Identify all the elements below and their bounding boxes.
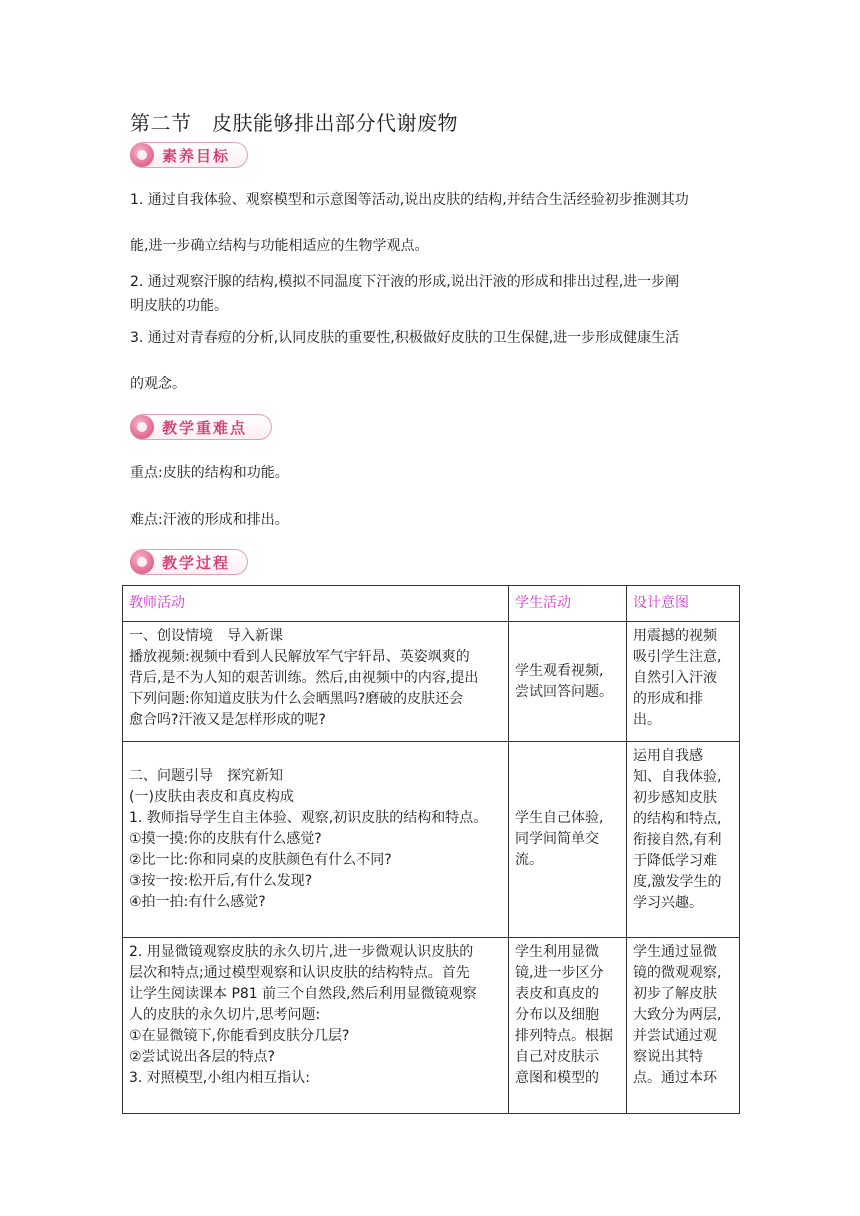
goal-1-line-1: 1. 通过自我体验、观察模型和示意图等活动,说出皮肤的结构,并结合生活经验初步推测其功 (130, 192, 689, 208)
key-point-difficulty: 难点:汗液的形成和排出。 (130, 512, 289, 528)
design-intent-cell: 用震撼的视频 吸引学生注意, 自然引入汗液 的形成和排 出。 (627, 622, 740, 742)
goal-3-line-2: 的观念。 (130, 376, 186, 392)
medal-icon (130, 143, 154, 167)
page-title: 第二节 皮肤能够排出部分代谢废物 (130, 111, 458, 135)
teacher-activity-cell: 2. 用显微镜观察皮肤的永久切片,进一步微观认识皮肤的 层次和特点;通过模型观察和认识皮肤的结构特点。首先 让学生阅读课本 P81 前三个自然段,然后利用显微镜观察 人的皮肤的永久切片,思考问题: ①在显微镜下,你能看到皮肤分几层? ②尝试说出各层的特点? 3. 对照模型,小组内相互指认: (123, 938, 509, 1114)
key-point-focus: 重点:皮肤的结构和功能。 (130, 465, 289, 481)
goal-2-line-1: 2. 通过观察汗腺的结构,模拟不同温度下汗液的形成,说出汗液的形成和排出过程,进一步阐 (130, 274, 680, 290)
table-row (123, 938, 740, 1114)
goal-1-line-2: 能,进一步确立结构与功能相适应的生物学观点。 (130, 238, 429, 254)
header-design-intent: 设计意图 (627, 586, 740, 622)
teacher-activity-cell: 一、创设情境 导入新课 播放视频:视频中看到人民解放军气宇轩昂、英姿飒爽的 背后,是不为人知的艰苦训练。然后,由视频中的内容,提出 下列问题:你知道皮肤为什么会晒黑吗?磨破的皮肤还会 愈合吗?汗液又是怎样形成的呢? (123, 622, 509, 742)
design-intent-cell: 学生通过显微 镜的微观观察, 初步了解皮肤 大致分为两层, 并尝试通过观 察说出其特 点。通过本环 (627, 938, 740, 1114)
key-points-badge-label: 教学重难点 (162, 418, 248, 437)
goal-2-line-2: 明皮肤的功能。 (130, 298, 228, 314)
goal-3-line-1: 3. 通过对青春痘的分析,认同皮肤的重要性,积极做好皮肤的卫生保健,进一步形成健康生活 (130, 330, 680, 346)
process-badge (130, 549, 248, 575)
student-activity-cell: 学生利用显微 镜,进一步区分 表皮和真皮的 分布以及细胞 排列特点。根据 自己对皮肤示 意图和模型的 (509, 938, 627, 1114)
medal-icon (130, 415, 154, 439)
goals-badge-label: 素养目标 (162, 146, 231, 165)
teaching-process-table (122, 585, 740, 1114)
header-student-activity: 学生活动 (509, 586, 627, 622)
table-row (123, 622, 740, 742)
goals-badge (130, 142, 248, 168)
process-badge-label: 教学过程 (162, 553, 231, 572)
teacher-activity-cell: 二、问题引导 探究新知 (一)皮肤由表皮和真皮构成 1. 教师指导学生自主体验、观察,初识皮肤的结构和特点。 ①摸一摸:你的皮肤有什么感觉? ②比一比:你和同桌的皮肤颜色有什么不同? ③按一按:松开后,有什么发现? ④拍一拍:有什么感觉? (123, 742, 509, 938)
key-points-badge (130, 414, 272, 440)
student-activity-cell: 学生自己体验, 同学间简单交 流。 (509, 742, 627, 938)
header-teacher-activity: 教师活动 (123, 586, 509, 622)
design-intent-cell: 运用自我感 知、自我体验, 初步感知皮肤 的结构和特点, 衔接自然,有利 于降低学习难 度,激发学生的 学习兴趣。 (627, 742, 740, 938)
table-header-row (123, 586, 740, 622)
student-activity-cell: 学生观看视频, 尝试回答问题。 (509, 622, 627, 742)
medal-icon (130, 550, 154, 574)
table-row (123, 742, 740, 938)
